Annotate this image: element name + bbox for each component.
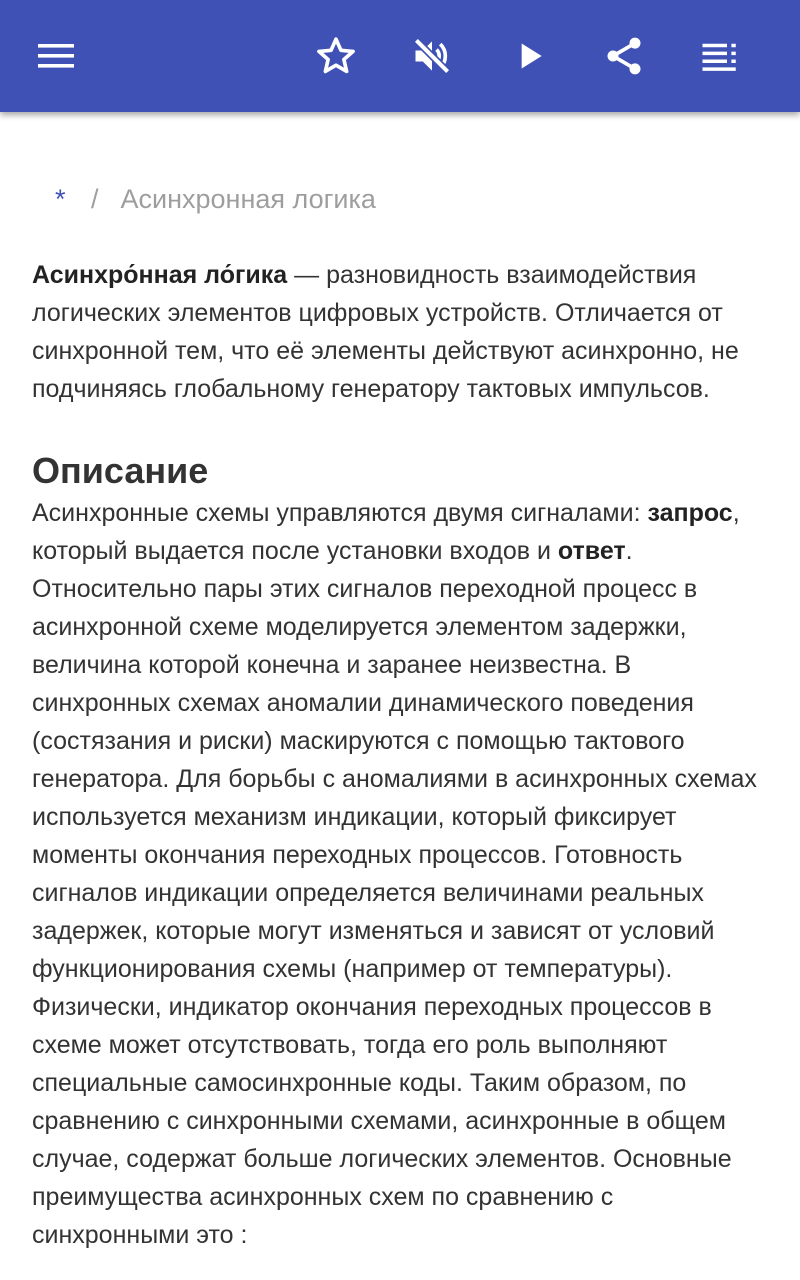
play-icon: [510, 36, 550, 76]
contents-button[interactable]: [692, 28, 748, 84]
term-response: ответ: [557, 537, 626, 565]
favorite-button[interactable]: [308, 28, 364, 84]
playlist-icon: [699, 35, 741, 77]
menu-icon: [36, 36, 76, 76]
share-icon: [602, 34, 646, 78]
article-body: [32, 256, 772, 1254]
article-content: [0, 112, 800, 1280]
breadcrumb: [55, 182, 376, 216]
term-request: запрос: [647, 499, 733, 527]
body-text: Асинхронные схемы управляются двумя сигналами:: [32, 499, 648, 527]
mute-button[interactable]: [404, 28, 460, 84]
intro-term: Асинхро́нная ло́гика: [32, 261, 288, 289]
menu-button[interactable]: [28, 28, 84, 84]
app-toolbar: [0, 0, 800, 112]
breadcrumb-current: Асинхронная логика: [120, 184, 376, 214]
volume-off-icon: [410, 34, 454, 78]
share-button[interactable]: [596, 28, 652, 84]
intro-paragraph: [32, 256, 772, 408]
body-text: . Относительно пары этих сигналов переходной процесс в асинхронной схеме моделируется элементом задержки, величина которой конечна и заранее неизвестна. В синхронных схемах аномалии динамического поведения (состязания и риски) маскируются с помощью тактового генератора. Для борьбы с аномалиями в асинхронных схемах используется механизм индикации, который фиксирует моменты окончания переходных процессов. Готовность сигналов индикации определяется величинами реальных задержек, которые могут изменяться и зависят от условий функционирования схемы (например от температуры). Физически, индикатор окончания переходных процессов в схеме может отсутствовать, тогда его роль выполняют специальные самосинхронные коды. Таким образом, по сравнению с синхронными схемами, асинхронные в общем случае, содержат больше логических элементов. Основные преимущества асинхронных схем по сравнению с синхронными это :: [32, 537, 757, 1249]
section-paragraph: [32, 494, 772, 1254]
play-button[interactable]: [502, 28, 558, 84]
star-outline-icon: [314, 34, 358, 78]
intro-text: — разновидность взаимодействия логических элементов цифровых устройств. Отличается от синхронной тем, что её элементы действуют асинхронно, не подчиняясь глобальному генератору тактовых импульсов.: [32, 261, 739, 403]
breadcrumb-separator: /: [91, 184, 99, 214]
section-title: Описание: [32, 450, 209, 491]
breadcrumb-home-link[interactable]: *: [55, 184, 66, 214]
body-text: , который выдается после установки входов и: [32, 499, 740, 565]
